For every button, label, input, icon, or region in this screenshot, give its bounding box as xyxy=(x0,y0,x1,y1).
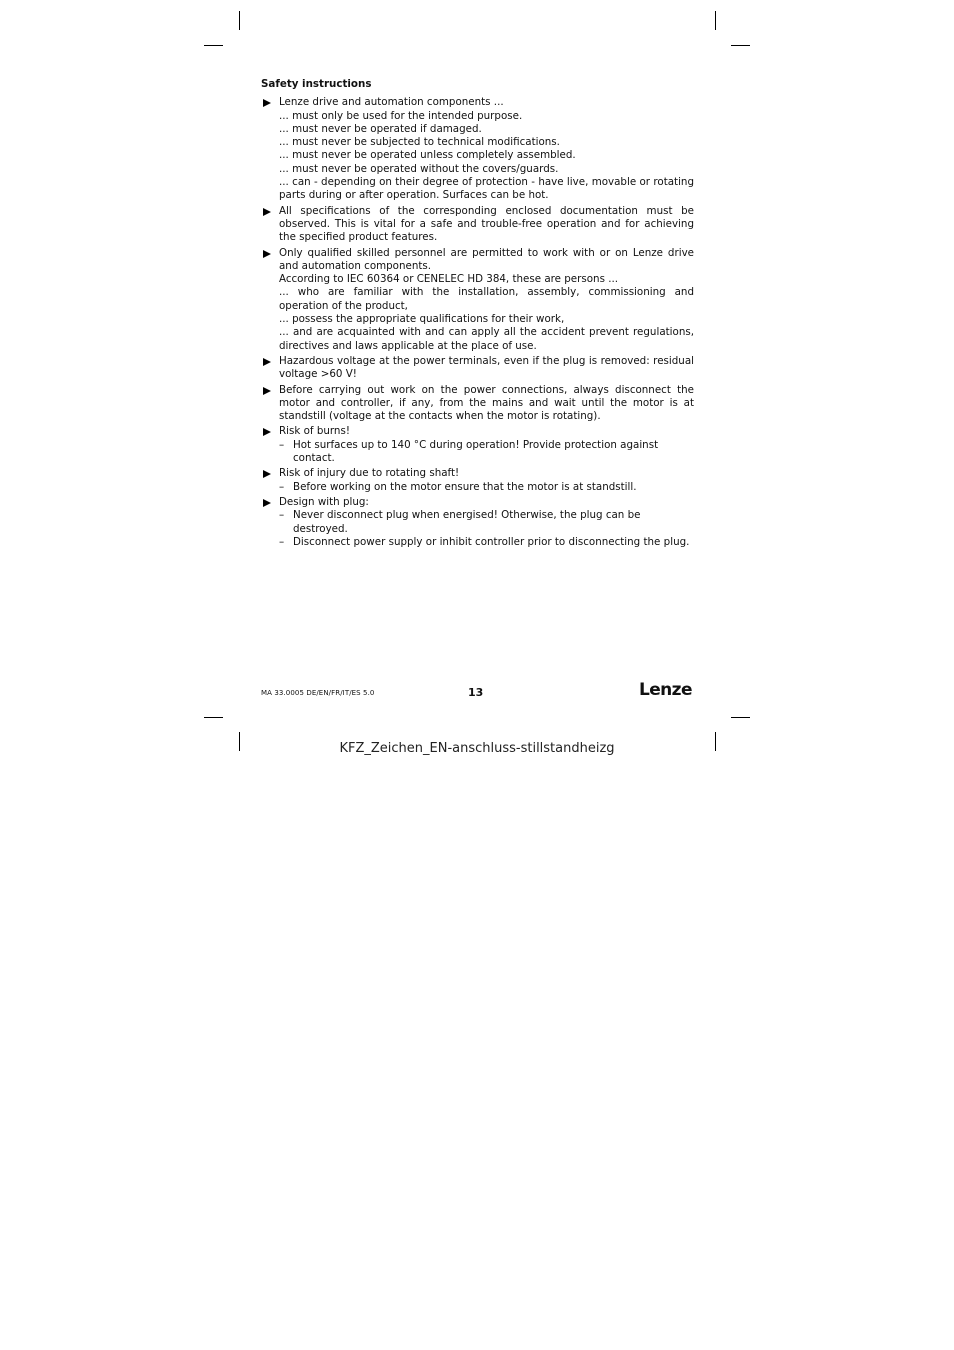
list-item xyxy=(261,425,694,465)
list-item xyxy=(261,247,694,353)
lenze-logo: Lenze xyxy=(639,680,692,700)
item-text-line: All specifications of the corresponding enclosed documentation must be observed. This is vital for a safe and trouble-free operation and for achieving the specified product features. xyxy=(279,204,694,244)
item-text-line: ... who are familiar with the installation, assembly, commissioning and operation of the product, xyxy=(279,286,694,312)
triangle-bullet-icon xyxy=(263,208,271,216)
item-text-line: Risk of injury due to rotating shaft! xyxy=(279,467,460,480)
dash-sub-item: – Before working on the motor ensure that the motor is at standstill. xyxy=(279,481,694,494)
item-text-line: Risk of burns! xyxy=(279,425,350,438)
item-text-line: Design with plug: xyxy=(279,495,369,508)
crop-mark-top-right-horizontal xyxy=(731,45,750,46)
item-text-line: ... must never be operated without the covers/guards. xyxy=(279,162,559,175)
file-caption: KFZ_Zeichen_EN-anschluss-stillstandheizg xyxy=(339,741,615,756)
dash-sub-item: – Never disconnect plug when energised! Otherwise, the plug can be destroyed. xyxy=(279,509,694,536)
list-item xyxy=(261,205,694,245)
item-text-line: ... and are acquainted with and can apply all the accident prevent regulations, directives and laws applicable at the place of use. xyxy=(279,326,694,352)
triangle-bullet-icon xyxy=(263,428,271,436)
list-item xyxy=(261,96,694,202)
item-text-line: ... must never be operated if damaged. xyxy=(279,122,482,135)
list-item xyxy=(261,496,694,549)
item-text-line: ... must never be subjected to technical modifications. xyxy=(279,136,560,149)
list-item xyxy=(261,467,694,494)
crop-mark-bottom-left-horizontal xyxy=(204,717,223,718)
triangle-bullet-icon xyxy=(263,470,271,478)
crop-mark-bottom-right-horizontal xyxy=(731,717,750,718)
item-text-line: ... possess the appropriate qualifications for their work, xyxy=(279,313,565,326)
safety-instructions-section xyxy=(261,78,694,551)
triangle-bullet-icon xyxy=(263,387,271,395)
dash-sub-item: – Hot surfaces up to 140 °C during operation! Provide protection against contact. xyxy=(279,439,694,466)
triangle-bullet-icon xyxy=(263,250,271,258)
item-text-line: According to IEC 60364 or CENELEC HD 384, these are persons ... xyxy=(279,273,619,286)
section-heading: Safety instructions xyxy=(261,78,372,90)
document-code: MA 33.0005 DE/EN/FR/IT/ES 5.0 xyxy=(261,689,375,697)
item-text-line: ... must only be used for the intended purpose. xyxy=(279,109,523,122)
safety-list xyxy=(261,96,694,549)
triangle-bullet-icon xyxy=(263,99,271,107)
crop-mark-top-left-horizontal xyxy=(204,45,223,46)
item-text-line: Hazardous voltage at the power terminals, even if the plug is removed: residual voltage >60 V! xyxy=(279,354,694,381)
list-item xyxy=(261,384,694,424)
crop-mark-top-left-vertical xyxy=(239,11,240,30)
dash-sub-item: – Disconnect power supply or inhibit controller prior to disconnecting the plug. xyxy=(279,536,694,549)
item-text-line: Lenze drive and automation components ... xyxy=(279,96,504,109)
page-number: 13 xyxy=(468,686,484,699)
item-text-line: Only qualified skilled personnel are permitted to work with or on Lenze drive and automation components. xyxy=(279,246,694,272)
list-item xyxy=(261,355,694,382)
item-text-line: Before carrying out work on the power connections, always disconnect the motor and controller, if any, from the mains and wait until the motor is at standstill (voltage at the contacts when the motor is rotating). xyxy=(279,383,694,423)
triangle-bullet-icon xyxy=(263,499,271,507)
item-text-line: ... must never be operated unless completely assembled. xyxy=(279,149,576,162)
crop-mark-top-right-vertical xyxy=(715,11,716,30)
item-text-line: ... can - depending on their degree of protection - have live, movable or rotating parts during or after operation. Surfaces can be hot. xyxy=(279,176,694,202)
triangle-bullet-icon xyxy=(263,358,271,366)
